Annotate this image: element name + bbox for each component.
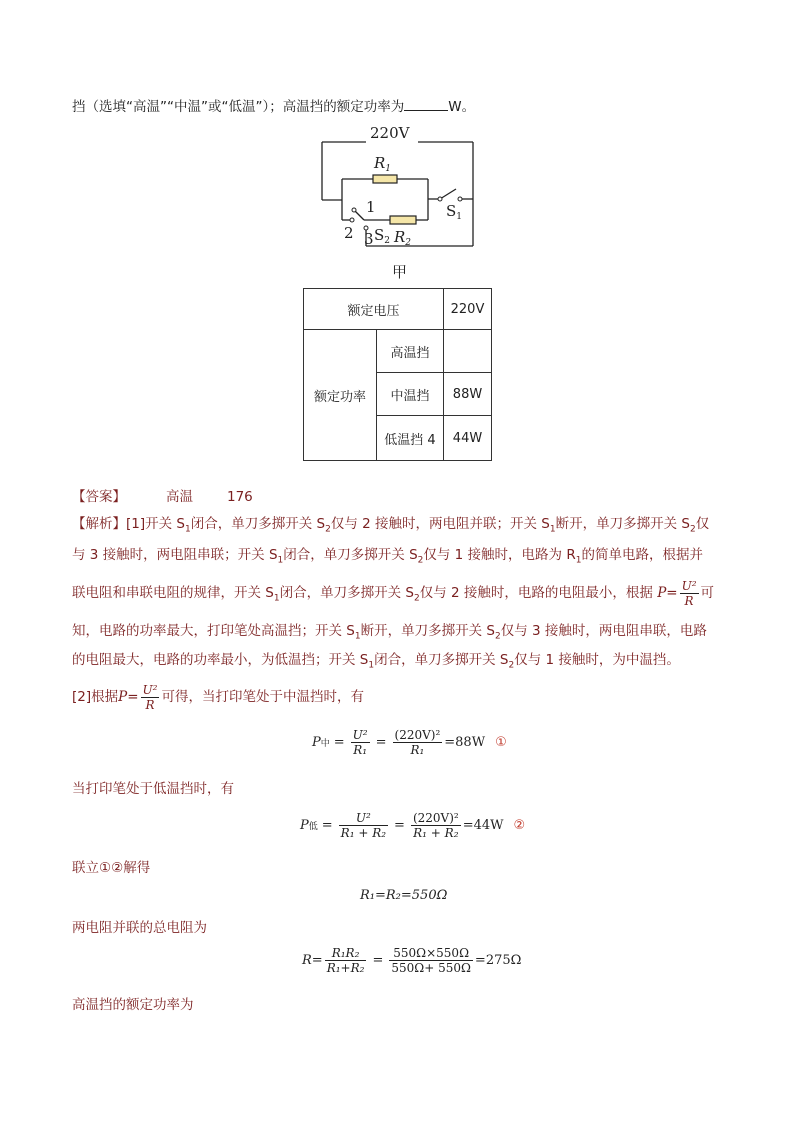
contact-2: 2 [344,224,354,242]
voltage-label: 220V [370,124,410,142]
value-high [444,330,492,373]
parallel-intro: 两电阻并联的总电阻为 [72,920,207,936]
value-mid: 88W [444,373,492,416]
s1-label: $S_1$ [446,202,463,222]
answer-label: 【答案】 [72,489,126,505]
question-unit: W。 [448,99,476,115]
rated-power-label: 额定功率 [304,330,377,461]
answer-second: 176 [227,489,253,505]
question-line [72,96,475,117]
analysis-line-3: 联电阻和串联电阻的规律，开关 $S_1$闭合，单刀多掷开关 $S_2$仅与 2 接触时，电路的电阻最小，根据 P= $\frac{\text{U²}}{R}$ 可 [72,578,715,608]
part2-intro: [2]根据P= $\frac{\text{U²}}{R}$ 可得，当打印笔处于中温挡时，有 [72,682,364,712]
mode-mid: 中温挡 [377,373,444,416]
answer-line [72,487,253,507]
circle-2: ② [513,818,526,833]
s2-label: $S_2$ [374,226,391,246]
analysis-line-2: 与 3 接触时，两电阻串联；开关 $S_1$闭合，单刀多掷开关 $S_2$仅与 1 接触时，电路为 $R_1$的简单电路，根据并 [72,547,703,566]
formula-parallel-resistance: R= $\frac{\text{R₁R₂}}{\text{R₁+R₂}}$ = $\frac{550\Omega\times 550\Omega}{550\Omega+ 550\Omega}$ =275Ω [302,946,522,975]
question-text: 挡（选填“高温”“中温”或“低温”）；高温挡的额定功率为 [72,99,405,115]
circle-1: ① [495,735,507,750]
analysis-line-1: 【解析】[1]开关 $S_1$闭合，单刀多掷开关 $S_2$仅与 2 接触时，两电阻并联；开关 $S_1$断开，单刀多掷开关 $S_2$仅 [72,516,710,535]
analysis-line-5: 的电阻最大，电路的功率最小，为低温挡；开关 $S_1$闭合，单刀多掷开关 $S_2$仅与 1 接触时，为中温挡。 [72,652,680,671]
contact-3: 3 [364,230,374,248]
r1-label: $R_1$ [374,154,392,174]
formula-low-power: P 低 = $\frac{\text{U²}}{\text{R₁ + R₂}}$ = $\frac{\text{(220V)²}}{\text{R₁ + R₂}}$ =44W ② [300,811,526,840]
circuit-diagram [300,122,500,282]
mode-high: 高温挡 [377,330,444,373]
high-intro: 高温挡的额定功率为 [72,997,194,1013]
answer-first: 高温 [166,489,193,505]
resistor-r1 [373,175,397,183]
spec-table [303,288,492,461]
formula-p-u2-r: $\frac{\text{U²}}{R}$ [681,578,697,608]
low-intro: 当打印笔处于低温挡时，有 [72,781,234,797]
solve-intro: 联立①②解得 [72,860,151,876]
answer-blank [404,96,448,111]
r2-label: $R_2$ [394,228,412,248]
formula-mid-power: P 中 = $\frac{\text{U²}}{\text{R₁}}$ = $\frac{\text{(220V)²}}{\text{R₁}}$ =88W ① [312,728,507,757]
diagram-caption: 甲 [392,263,408,281]
contact-1: 1 [366,198,376,216]
value-low: 44W [444,416,492,461]
resistor-r2 [390,216,416,224]
analysis-line-4: 知，电路的功率最大，打印笔处高温挡；开关 $S_1$断开，单刀多掷开关 $S_2$仅与 3 接触时，两电阻串联，电路 [72,623,707,642]
rated-voltage-value: 220V [444,289,492,330]
formula-r-equal: R₁=R₂=550Ω [360,888,448,903]
rated-voltage-label: 额定电压 [304,289,444,330]
mode-low: 低温挡 4 [377,416,444,461]
